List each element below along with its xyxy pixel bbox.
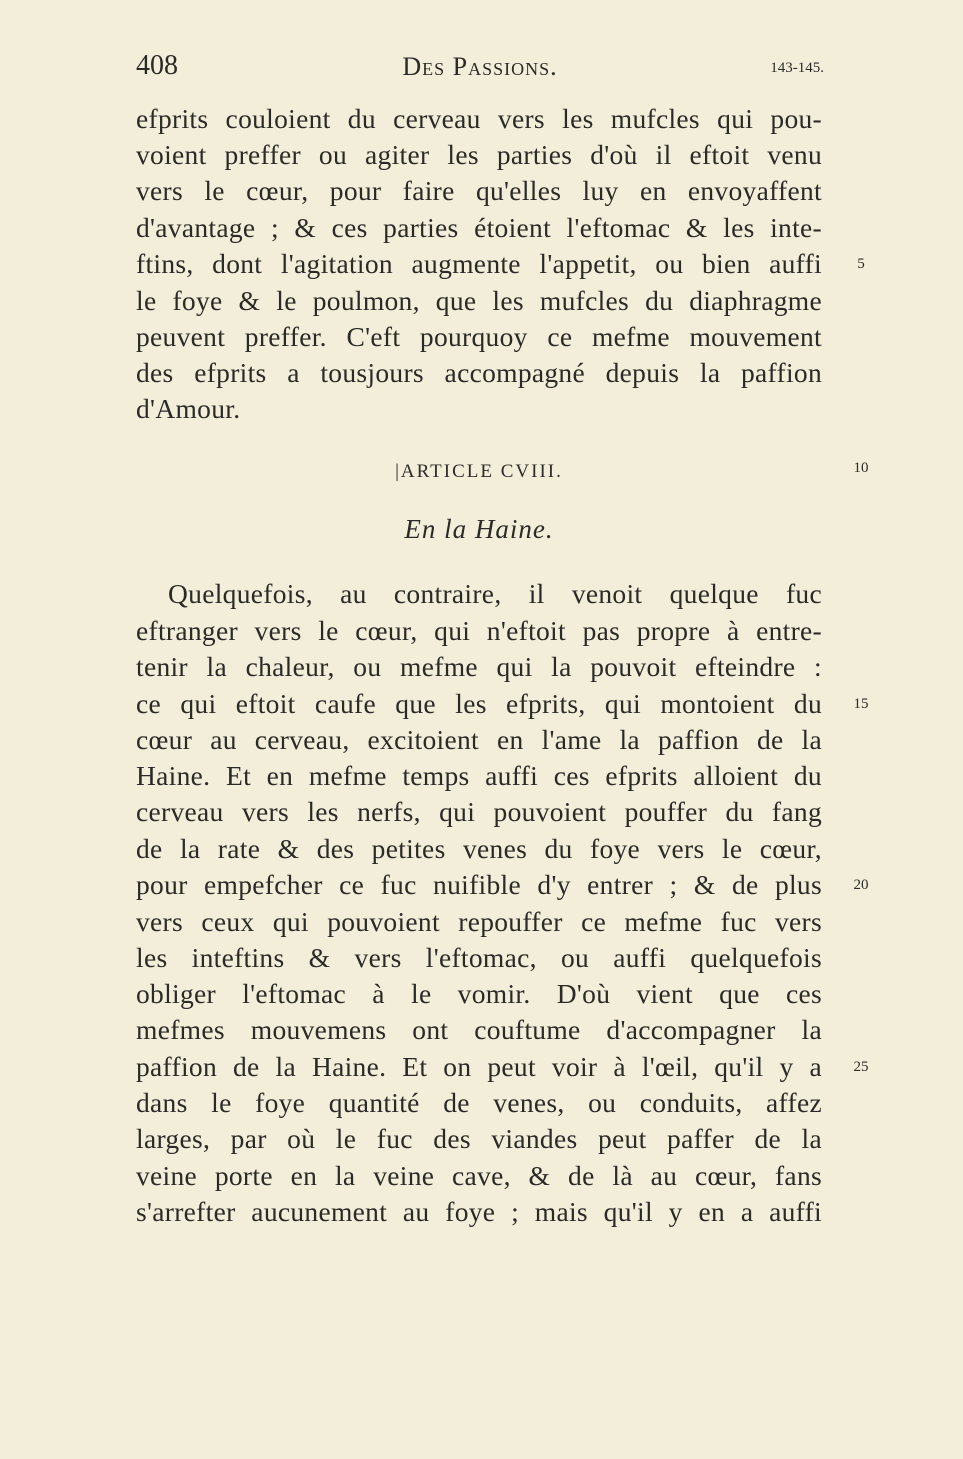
text-line: Haine. Et en mefme temps auffi ces efprits alloient du	[136, 760, 822, 791]
text-line: d'avantage ; & ces parties étoient l'eftomac & les inte-	[136, 212, 822, 243]
line-number: 10	[853, 460, 869, 476]
text-line: ce qui eftoit caufe que les efprits, qui montoient du	[136, 688, 822, 719]
text-line: efprits couloient du cerveau vers les mufcles qui pou-	[136, 103, 822, 134]
text-line: eftranger vers le cœur, qui n'eftoit pas propre à entre-	[136, 615, 822, 646]
text-line: voient preffer ou agiter les parties d'où il eftoit venu	[136, 139, 822, 170]
line-number: 15	[853, 696, 869, 712]
text-line: les inteftins & vers l'eftomac, ou auffi quelquefois	[136, 942, 822, 973]
text-line: ftins, dont l'agitation augmente l'appetit, ou bien auffi	[136, 248, 822, 279]
text-line: des efprits a tousjours accompagné depuis la paffion	[136, 357, 822, 388]
text-line: vers ceux qui pouvoient repouffer ce mefme fuc vers	[136, 906, 822, 937]
running-title: Des Passions.	[402, 52, 558, 81]
text-line: paffion de la Haine. Et on peut voir à l'œil, qu'il y a	[136, 1051, 822, 1082]
line-number: 25	[853, 1059, 869, 1075]
text-line: s'arrefter aucunement au foye ; mais qu'il y en a auffi	[136, 1196, 822, 1227]
text-line: veine porte en la veine cave, & de là au cœur, fans	[136, 1160, 822, 1191]
text-line: larges, par où le fuc des viandes peut paffer de la	[136, 1123, 822, 1154]
article-heading: |ARTICLE CVIII.	[395, 461, 563, 482]
text-line: mefmes mouvemens ont couftume d'accompagner la	[136, 1014, 822, 1045]
article-range: 143-145.	[770, 60, 824, 76]
text-line: tenir la chaleur, ou mefme qui la pouvoit efteindre :	[136, 651, 822, 682]
line-number: 5	[857, 256, 865, 272]
text-line: vers le cœur, pour faire qu'elles luy en envoyaffent	[136, 175, 822, 206]
page-number: 408	[136, 50, 178, 81]
line-number: 20	[853, 877, 869, 893]
text-line: de la rate & des petites venes du foye vers le cœur,	[136, 833, 822, 864]
text-line: Quelquefois, au contraire, il venoit quelque fuc	[168, 578, 822, 609]
text-line: obliger l'eftomac à le vomir. D'où vient que ces	[136, 978, 822, 1009]
text-line: peuvent preffer. C'eft pourquoy ce mefme mouvement	[136, 321, 822, 352]
text-line: dans le foye quantité de venes, ou conduits, affez	[136, 1087, 822, 1118]
text-line: cerveau vers les nerfs, qui pouvoient pouffer du fang	[136, 796, 822, 827]
page-header	[136, 50, 824, 90]
section-title: En la Haine.	[404, 514, 554, 544]
text-line: d'Amour.	[136, 393, 241, 424]
text-line: pour empefcher ce fuc nuifible d'y entrer ; & de plus	[136, 869, 822, 900]
text-line: cœur au cerveau, excitoient en l'ame la paffion de la	[136, 724, 822, 755]
text-line: le foye & le poulmon, que les mufcles du diaphragme	[136, 285, 822, 316]
